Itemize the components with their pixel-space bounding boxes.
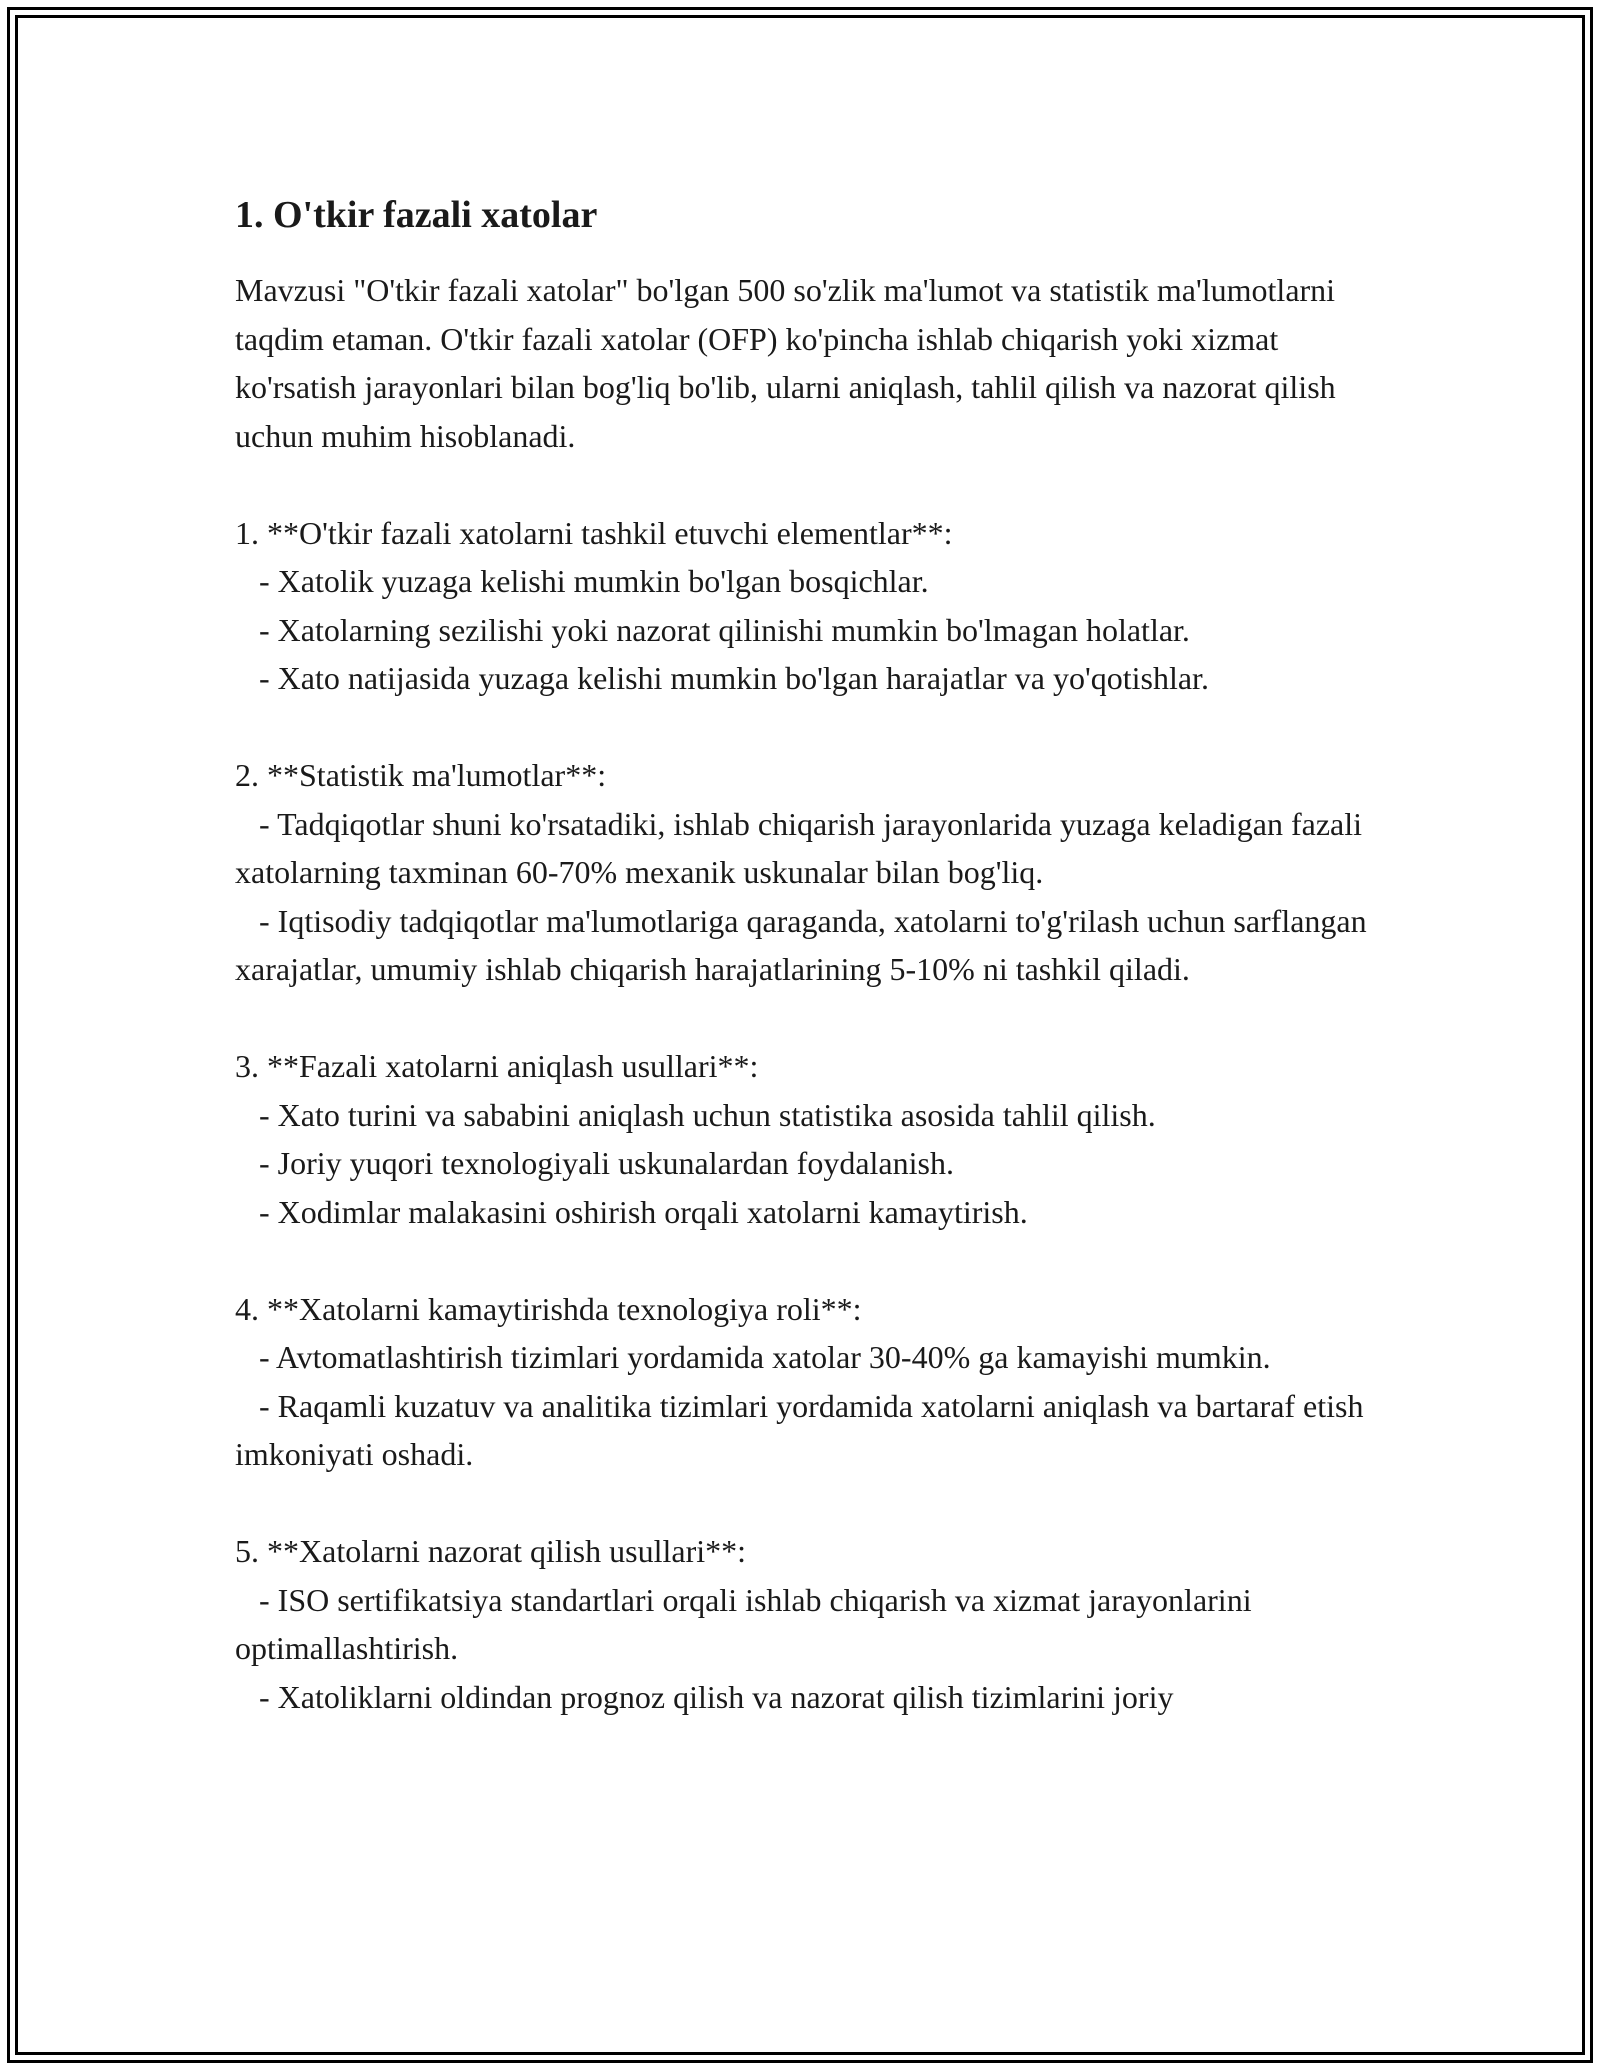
section-3: 3. **Fazali xatolarni aniqlash usullari**: - Xato turini va sababini aniqlash uchun statistika asosida tahlil qilish. - Joriy yuqori texnologiyali uskunalardan foydalanish. - Xodimlar malakasini oshirish orqali xatolarni kamaytirish. [235,1048,1156,1230]
document-body [235,190,1375,1721]
intro-paragraph: Mavzusi "O'tkir fazali xatolar" bo'lgan 500 so'zlik ma'lumot va statistik ma'lumotlarni taqdim etaman. O'tkir fazali xatolar (OFP) ko'pincha ishlab chiqarish yoki xizmat ko'rsatish jarayonlari bilan bog'liq bo'lib, ularni aniqlash, tahlil qilish va nazorat qilish uchun muhim hisoblanadi. [235,272,1344,454]
section-4: 4. **Xatolarni kamaytirishda texnologiya roli**: - Avtomatlashtirish tizimlari yordamida xatolar 30-40% ga kamayishi mumkin. - Raqamli kuzatuv va analitika tizimlari yordamida xatolarni aniqlash va bartaraf etish imkoniyati oshadi. [235,1290,1364,1472]
section-5: 5. **Xatolarni nazorat qilish usullari**: - ISO sertifikatsiya standartlari orqali ishlab chiqarish va xizmat jarayonlarini optimallashtirish. - Xatoliklarni oldindan prognoz qilish va nazorat qilish tizimlarini joriy [235,1533,1252,1715]
section-2: 2. **Statistik ma'lumotlar**: - Tadqiqotlar shuni ko'rsatadiki, ishlab chiqarish jarayonlarida yuzaga keladigan fazali xatolarning taxminan 60-70% mexanik uskunalar bilan bog'liq. - Iqtisodiy tadqiqotlar ma'lumotlariga qaraganda, xatolarni to'g'rilash uchun sarflangan xarajatlar, umumiy ishlab chiqarish harajatlarining 5-10% ni tashkil qiladi. [235,757,1367,987]
section-1: 1. **O'tkir fazali xatolarni tashkil etuvchi elementlar**: - Xatolik yuzaga kelishi mumkin bo'lgan bosqichlar. - Xatolarning sezilishi yoki nazorat qilinishi mumkin bo'lmagan holatlar. - Xato natijasida yuzaga kelishi mumkin bo'lgan harajatlar va yo'qotishlar. [235,514,1209,696]
document-title: 1. O'tkir fazali xatolar [235,194,598,236]
